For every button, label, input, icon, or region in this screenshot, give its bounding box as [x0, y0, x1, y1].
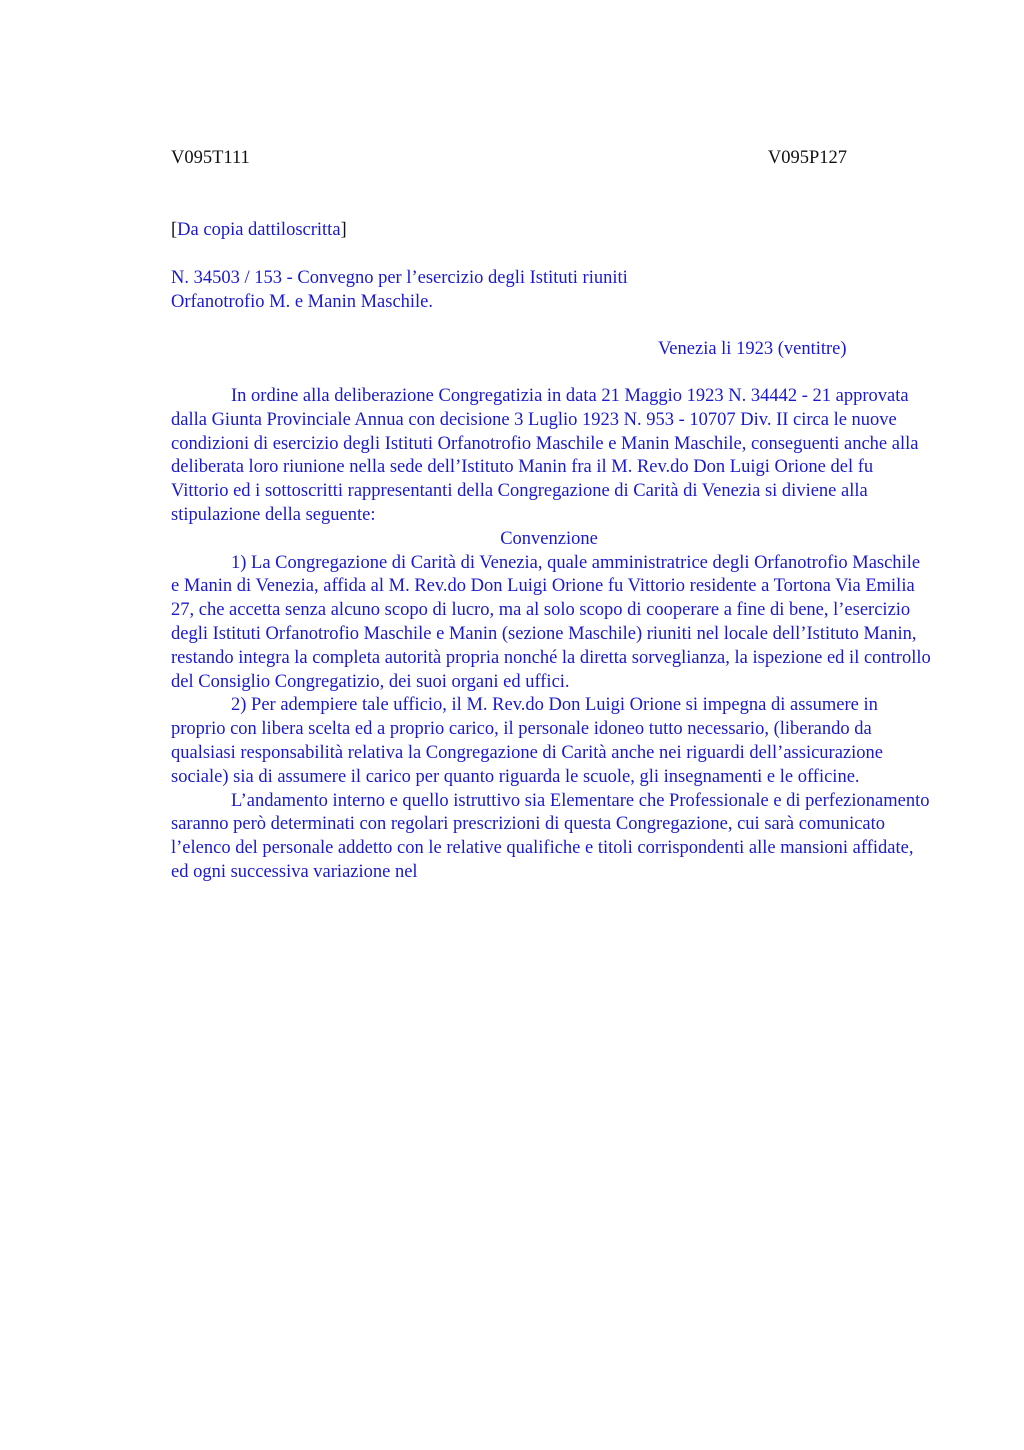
document-body: [171, 385, 931, 885]
document-page: [171, 0, 931, 1450]
open-bracket: [: [171, 220, 178, 240]
title-line-2: Orfanotrofio M. e Manin Maschile.: [171, 292, 434, 312]
article-2-paragraph: 2) Per adempiere tale ufficio, il M. Rev.do Don Luigi Orione si impegna di assumere in proprio con libera scelta ed a proprio carico, il personale idoneo tutto necessario, (liberando da qualsiasi responsabilità relativa la Congregazione di Carità anche nei riguardi dell’assicurazione sociale) sia di assumere il carico per quanto riguarda le scuole, gli insegnamenti e le officine.: [171, 695, 883, 787]
title-line-1: N. 34503 / 153 - Convegno per l’esercizio degli Istituti riuniti: [171, 268, 628, 288]
intro-paragraph: In ordine alla deliberazione Congregatizia in data 21 Maggio 1923 N. 34442 - 21 approvata dalla Giunta Provinciale Annua con decisione 3 Luglio 1923 N. 953 - 10707 Div. II circa le nuove condizioni di esercizio degli Istituti Orfanotrofio Maschile e Manin Maschile, conseguenti anche alla deliberata loro riunione nella sede dell’Istituto Manin fra il M. Rev.do Don Luigi Orione del fu Vittorio ed i sottoscritti rappresentanti della Congregazione di Carità di Venezia si diviene alla stipulazione della seguente:: [171, 386, 919, 525]
article-2-continuation: L’andamento interno e quello istruttivo sia Elementare che Professionale e di perfezionamento saranno però determinati con regolari prescrizioni di questa Congregazione, cui sarà comunicato l’elenco del personale addetto con le relative qualifiche e titoli corrispondenti alle mansioni affidate, ed ogni successiva variazione nel: [171, 790, 930, 882]
document-title: [171, 266, 731, 314]
right-reference-code: V095P127: [767, 148, 847, 168]
close-bracket: ]: [340, 220, 347, 240]
source-note-text: Da copia dattiloscritta: [177, 220, 341, 240]
article-1-paragraph: 1) La Congregazione di Carità di Venezia, quale amministratrice degli Orfanotrofio Maschile e Manin di Venezia, affida al M. Rev.do Don Luigi Orione fu Vittorio residente a Tortona Via Emilia 27, che accetta senza alcuno scopo di lucro, ma al solo scopo di cooperare a fine di bene, l’esercizio degli Istituti Orfanotrofio Maschile e Manin (sezione Maschile) riuniti nel locale dell’Istituto Manin, restando integra la completa autorità propria nonché la diretta sorveglianza, la ispezione ed il controllo del Consiglio Congregatizio, dei suoi organi ed uffici.: [171, 552, 931, 692]
source-note: [171, 219, 347, 241]
left-reference-code: V095T111: [171, 148, 250, 168]
section-heading: Convenzione: [500, 528, 598, 549]
place-and-date: Venezia li 1923 (ventitre): [658, 339, 847, 359]
